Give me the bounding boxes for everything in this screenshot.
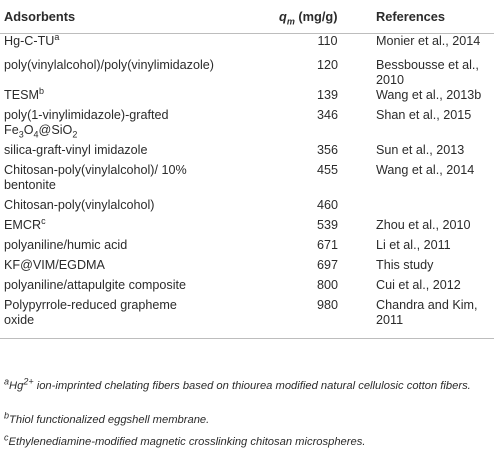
qm-cell: 539 [316,217,338,232]
reference-cell: Chandra and Kim, 2011 [376,297,478,327]
reference-cell: This study [376,257,434,272]
reference-cell: Bessbousse et al., 2010 [376,57,479,87]
footnote-marker: a [54,31,60,42]
formula-part: O [23,122,34,137]
adsorbent-cell: polyaniline/humic acid [4,237,128,252]
table-row [0,198,494,218]
footnote-marker: b [4,410,10,421]
table-row [0,88,494,108]
qm-unit: (mg/g) [294,9,338,24]
reference-cell: Cui et al., 2012 [376,277,461,292]
qm-cell: 980 [316,297,338,312]
formula-part: Fe [4,122,19,137]
footnote-marker: c [4,432,9,443]
reference-cell: Zhou et al., 2010 [376,217,471,232]
qm-subscript: m [286,16,295,27]
table-row [0,238,494,258]
adsorbent-name: Hg-C-TU [4,34,55,48]
table-row [0,34,494,58]
reference-cell: Sun et al., 2013 [376,142,465,157]
qm-cell: 671 [316,237,338,252]
table-row [0,58,494,88]
header-qm [279,0,376,34]
footnote-b [4,410,490,427]
adsorbent-cell: Chitosan-poly(vinylalcohol) [4,197,155,212]
adsorbent-cell [0,85,279,108]
adsorbent-cell [0,31,279,58]
adsorbent-cell: poly(vinylalcohol)/poly(vinylimidazole) [4,57,214,72]
table-row [0,258,494,278]
table-row [0,143,494,163]
qm-cell: 110 [317,34,338,48]
footnote-c [4,432,490,449]
adsorbent-cell [0,108,279,143]
adsorbent-name-line1: Chitosan-poly(vinylalcohol)/ 10% [4,162,187,177]
qm-cell: 460 [316,197,338,212]
formula-subscript: 4 [33,129,39,140]
qm-symbol: q [279,9,287,24]
qm-cell: 356 [316,142,338,157]
formula-part: @SiO [38,122,73,137]
qm-cell: 139 [316,87,338,102]
footnote-marker: c [41,215,46,226]
adsorbent-name-line2: bentonite [4,177,56,192]
reference-cell: Monier et al., 2014 [376,34,481,48]
adsorbent-cell: silica-graft-vinyl imidazole [4,142,148,157]
table-row [0,298,494,339]
qm-cell: 346 [316,107,338,122]
adsorbent-name: EMCR [4,217,42,232]
table-row [0,218,494,238]
qm-cell: 120 [316,57,338,72]
adsorbent-name: TESM [4,87,39,102]
reference-cell: Wang et al., 2013b [376,87,482,102]
adsorbent-cell [0,163,279,198]
table-row [0,163,494,198]
adsorbent-name-line1: Polypyrrole-reduced grapheme [4,297,177,312]
footnote-text: ion-imprinted chelating fibers based on thiourea modified natural cellulosic cotton fibers. [33,380,471,392]
reference-cell: Wang et al., 2014 [376,162,475,177]
reference-cell: Li et al., 2011 [376,237,451,252]
table-row [0,278,494,298]
formula-subscript: 3 [18,129,24,140]
adsorbent-name-line2: oxide [4,312,35,327]
table-row [0,108,494,143]
adsorbent-cell: polyaniline/attapulgite composite [4,277,187,292]
qm-cell: 697 [316,257,338,272]
header-adsorbents: Adsorbents [0,0,279,34]
qm-cell: 455 [316,162,338,177]
formula-subscript: 2 [72,129,78,140]
footnote-text: Ethylenediamine-modified magnetic crosslinking chitosan microspheres. [8,436,366,448]
adsorbent-name-line1: poly(1-vinylimidazole)-grafted [4,107,169,122]
header-references: References [376,0,494,34]
footnote-charge: 2+ [23,376,34,387]
footnote-marker: a [4,376,10,387]
footnote-marker: b [38,85,44,96]
footnote-text: Thiol functionalized eggshell membrane. [9,414,210,426]
reference-cell [376,198,494,218]
header-row [0,0,494,34]
footnote-a [4,376,490,393]
reference-cell: Shan et al., 2015 [376,107,472,122]
adsorbent-cell [0,215,279,238]
adsorbent-cell: KF@VIM/EGDMA [4,257,105,272]
footnote-hg: Hg [9,380,24,392]
adsorbent-cell [0,298,279,339]
qm-cell: 800 [316,277,338,292]
